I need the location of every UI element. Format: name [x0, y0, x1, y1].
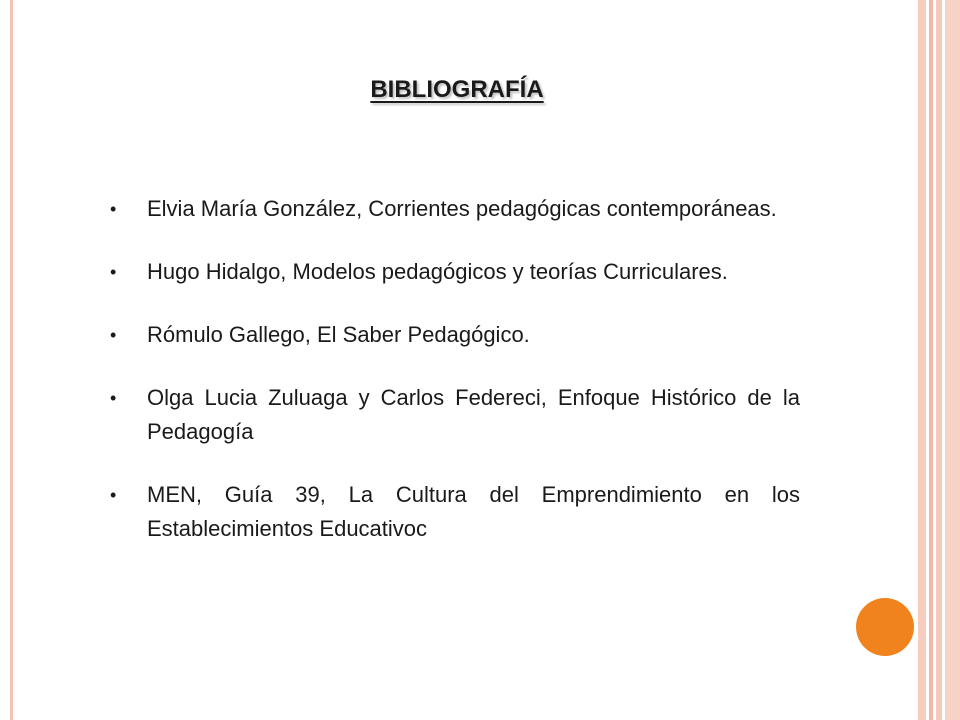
left-accent-line [10, 0, 13, 720]
bibliography-item-text: Rómulo Gallego, El Saber Pedagógico. [147, 322, 530, 347]
right-decorative-stripe [918, 0, 926, 720]
bibliography-item [110, 192, 800, 226]
bibliography-item [110, 478, 800, 546]
bibliography-list [110, 192, 800, 575]
bibliography-item-text: MEN, Guía 39, La Cultura del Emprendimiento en los Establecimientos Educativoc [147, 482, 800, 541]
bullet-icon: • [110, 199, 117, 219]
bibliography-item [110, 255, 800, 289]
right-decorative-stripe [945, 0, 960, 720]
bullet-icon: • [110, 325, 117, 345]
bibliography-item [110, 381, 800, 449]
bibliography-item [110, 318, 800, 352]
slide-title: BIBLIOGRAFÍA [370, 76, 544, 103]
bibliography-item-text: Olga Lucia Zuluaga y Carlos Federeci, Enfoque Histórico de la Pedagogía [147, 385, 800, 444]
bibliography-item-text: Hugo Hidalgo, Modelos pedagógicos y teorías Curriculares. [147, 259, 728, 284]
bullet-icon: • [110, 388, 117, 408]
bullet-icon: • [110, 485, 117, 505]
orange-circle-decoration [856, 598, 914, 656]
bibliography-item-text: Elvia María González, Corrientes pedagógicas contemporáneas. [147, 196, 777, 221]
bullet-icon: • [110, 262, 117, 282]
